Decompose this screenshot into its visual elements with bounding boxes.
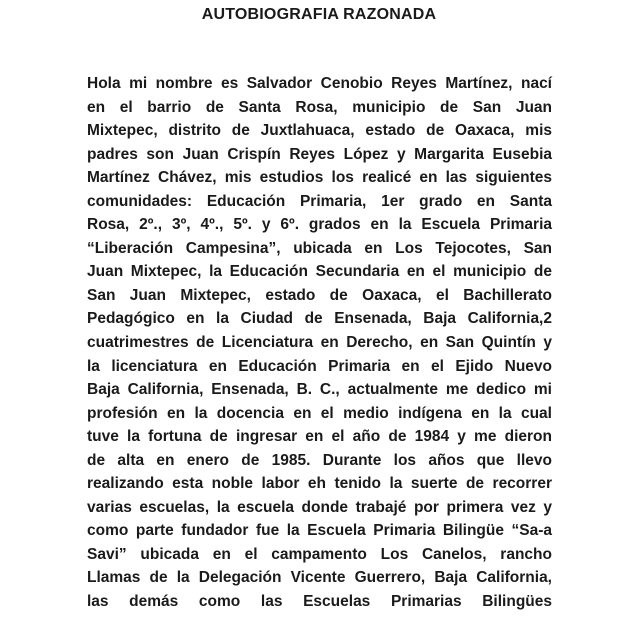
body-line: Hola mi nombre es Salvador Cenobio Reyes Martínez, nací xyxy=(87,75,552,92)
body-line: cuatrimestres de Licenciatura en Derecho, en San Quintín y xyxy=(87,334,552,352)
body-line: San Juan Mixtepec, estado de Oaxaca, el Bachillerato xyxy=(87,286,552,304)
body-line: Martínez Chávez, mis estudios los realicé en las siguientes xyxy=(87,169,552,187)
document-body xyxy=(87,72,552,614)
body-line: profesión en la docencia en el medio indígena en la cual xyxy=(87,404,552,422)
body-line: Baja California, Ensenada, B. C., actualmente me dedico mi xyxy=(87,381,552,399)
body-line: la licenciatura en Educación Primaria en el Ejido Nuevo xyxy=(87,357,552,375)
body-line: Juan Mixtepec, la Educación Secundaria en el municipio de xyxy=(87,263,552,281)
body-line: Pedagógico en la Ciudad de Ensenada, Baja California,2 xyxy=(87,310,552,328)
body-line: tuve la fortuna de ingresar en el año de 1984 y me dieron xyxy=(87,428,552,446)
body-line: las demás como las Escuelas Primarias Bilingües xyxy=(87,593,552,611)
body-line: Savi” ubicada en el campamento Los Canelos, rancho xyxy=(87,545,552,563)
body-line: Mixtepec, distrito de Juxtlahuaca, estado de Oaxaca, mis xyxy=(87,122,552,140)
body-line: comunidades: Educación Primaria, 1er grado en Santa xyxy=(87,192,552,210)
body-line: varias escuelas, la escuela donde trabajé por primera vez y xyxy=(87,498,552,516)
document-title: AUTOBIOGRAFIA RAZONADA xyxy=(201,6,437,23)
body-line: “Liberación Campesina”, ubicada en Los Tejocotes, San xyxy=(87,239,552,257)
body-line: en el barrio de Santa Rosa, municipio de San Juan xyxy=(87,98,552,116)
body-line: realizando esta noble labor eh tenido la suerte de recorrer xyxy=(87,475,552,493)
body-line: padres son Juan Crispín Reyes López y Margarita Eusebia xyxy=(87,145,552,163)
body-line: como parte fundador fue la Escuela Primaria Bilingüe “Sa-a xyxy=(87,522,552,540)
body-line: Llamas de la Delegación Vicente Guerrero, Baja California, xyxy=(87,569,552,587)
body-line: de alta en enero de 1985. Durante los años que llevo xyxy=(87,451,552,469)
body-line: Rosa, 2º., 3º, 4º., 5º. y 6º. grados en la Escuela Primaria xyxy=(87,216,552,234)
